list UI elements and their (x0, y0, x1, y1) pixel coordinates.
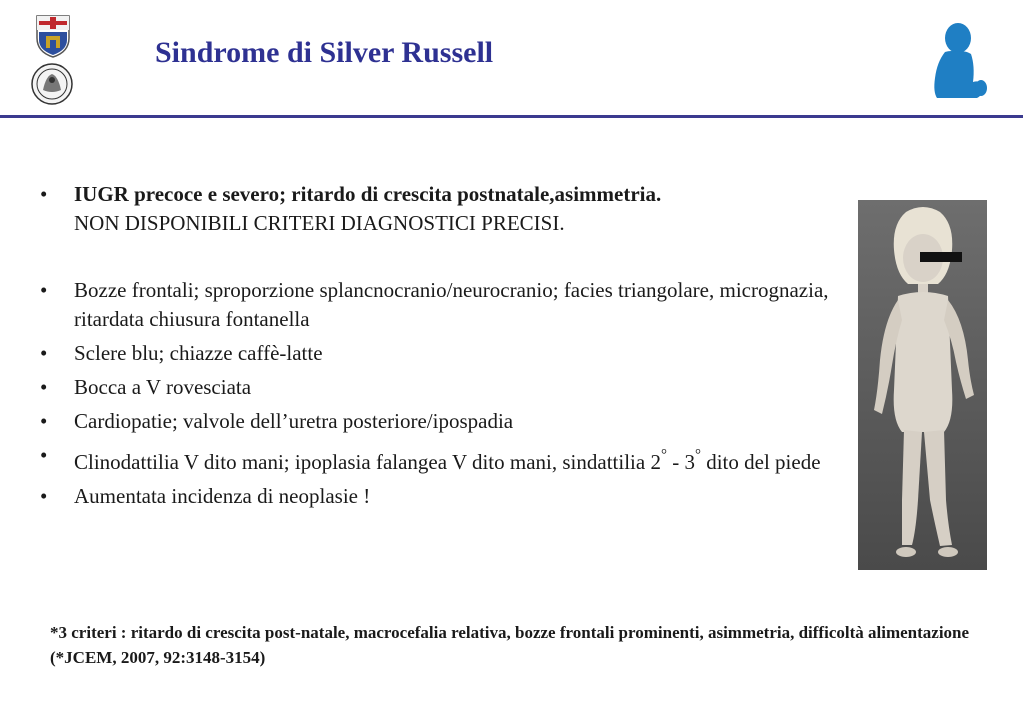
bullet-lead: IUGR precoce e severo; ritardo di crescita postnatale,asimmetria. (74, 182, 662, 206)
university-seal-icon (30, 62, 74, 106)
bullet-dot: • (40, 278, 48, 302)
university-shield-icon (35, 14, 71, 58)
seated-child-icon (925, 22, 987, 102)
bullet-dot: • (40, 443, 48, 467)
bullet-list (40, 180, 830, 516)
bullet-text: Bozze frontali; sproporzione splancnocranio/neurocranio; facies triangolare, micrognazia, ritardata chiusura fontanella (74, 278, 829, 331)
header-divider (0, 115, 1023, 118)
degree-sign: ° (694, 447, 701, 463)
bullet-text: Sclere blu; chiazze caffè-latte (74, 341, 323, 365)
bullet-dot: • (40, 409, 48, 433)
list-item (40, 441, 830, 477)
bullet-text: Cardiopatie; valvole dell’uretra posteriore/ipospadia (74, 409, 514, 433)
bullet-dot: • (40, 341, 48, 365)
bullet-text: NON DISPONIBILI CRITERI DIAGNOSTICI PRECISI. (74, 211, 565, 235)
bullet-dot: • (40, 484, 48, 508)
list-item (40, 482, 830, 511)
bullet-dot: • (40, 182, 48, 206)
bullet-text: - 3 (666, 450, 695, 474)
bullet-dot: • (40, 375, 48, 399)
list-item (40, 339, 830, 368)
page-title: Sindrome di Silver Russell (155, 36, 494, 69)
bullet-text: Aumentata incidenza di neoplasie ! (74, 484, 371, 508)
bullet-text: Clinodattilia V dito mani; ipoplasia falangea V dito mani, sindattilia 2 (74, 450, 661, 474)
list-item (40, 276, 830, 334)
child-photo (858, 200, 987, 570)
bullet-text: Bocca a V rovesciata (74, 375, 252, 399)
bullet-text: dito del piede (700, 450, 821, 474)
footnote: *3 criteri : ritardo di crescita post-natale, macrocefalia relativa, bozze frontali prominenti, asimmetria, difficoltà alimentazione (*JCEM, 2007, 92:3148-3154) (50, 623, 970, 667)
list-item (40, 407, 830, 436)
list-item (40, 180, 830, 238)
degree-sign: ° (660, 447, 667, 463)
list-item (40, 373, 830, 402)
